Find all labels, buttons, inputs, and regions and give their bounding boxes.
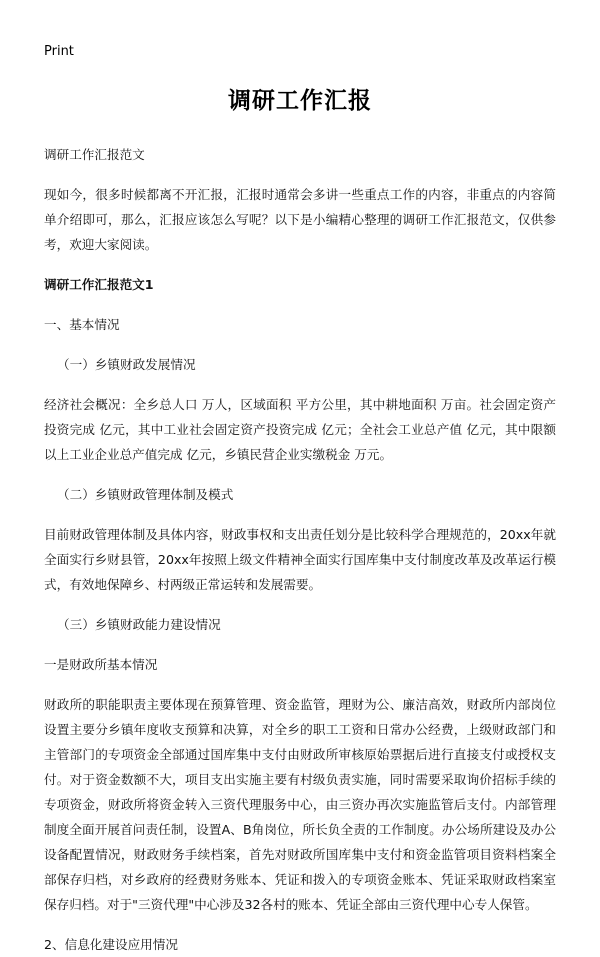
paragraph: 现如今，很多时候都离不开汇报，汇报时通常会多讲一些重点工作的内容，非重点的内容简单介绍即可，那么，汇报应该怎么写呢？以下是小编精心整理的调研工作汇报范文，仅供参考，欢迎大家阅读。 [44, 187, 556, 252]
paragraph: 一是财政所基本情况 [44, 657, 158, 672]
paragraph: 2、信息化建设应用情况 [44, 937, 178, 952]
paragraph-subsection-heading: （三）乡镇财政能力建设情况 [57, 617, 221, 632]
paragraph-section-heading: 一、基本情况 [44, 317, 120, 332]
paragraph-subsection-heading: （二）乡镇财政管理体制及模式 [57, 487, 234, 502]
paragraph: 经济社会概况：全乡总人口 万人，区域面积 平方公里，其中耕地面积 万亩。社会固定资产投资完成 亿元，其中工业社会固定资产投资完成 亿元；全社会工业总产值 亿元，其中限额以上工业企业总产值完成 亿元，乡镇民营企业实缴税金 万元。 [44, 397, 556, 462]
paragraph: 调研工作汇报范文 [44, 147, 145, 162]
paragraph: 目前财政管理体制及具体内容，财政事权和支出责任划分是比较科学合理规范的，20xx年就全面实行乡财县管，20xx年按照上级文件精神全面实行国库集中支付制度改革及改革运行模式，有效地保障乡、村两级正常运转和发展需要。 [44, 527, 556, 592]
paragraph: 财政所的职能职责主要体现在预算管理、资金监管，理财为公、廉洁高效，财政所内部岗位设置主要分乡镇年度收支预算和决算，对全乡的职工工资和日常办公经费，上级财政部门和主管部门的专项资金全部通过国库集中支付由财政所审核原始票据后进行直接支付或授权支付。对于资金数额不大，项目支出实施主要有村级负责实施，同时需要采取询价招标手续的专项资金，财政所将资金转入三资代理服务中心，由三资办再次实施监管后支付。内部管理制度全面开展首问责任制，设置A、B角岗位，所长负全责的工作制度。办公场所建设及办公设备配置情况，财政财务手续档案，首先对财政所国库集中支付和资金监管项目资料档案全部保存归档，对乡政府的经费财务账本、凭证和拨入的专项资金账本、凭证采取财政档案室保存归档。对于"三资代理"中心涉及32各村的账本、凭证全部由三资代理中心专人保管。 [44, 697, 556, 912]
page-title: 调研工作汇报 [228, 88, 372, 114]
print-label[interactable]: Print [44, 44, 74, 59]
document-body [44, 142, 556, 957]
paragraph-heading: 调研工作汇报范文1 [44, 277, 154, 292]
paragraph-subsection-heading: （一）乡镇财政发展情况 [57, 357, 196, 372]
